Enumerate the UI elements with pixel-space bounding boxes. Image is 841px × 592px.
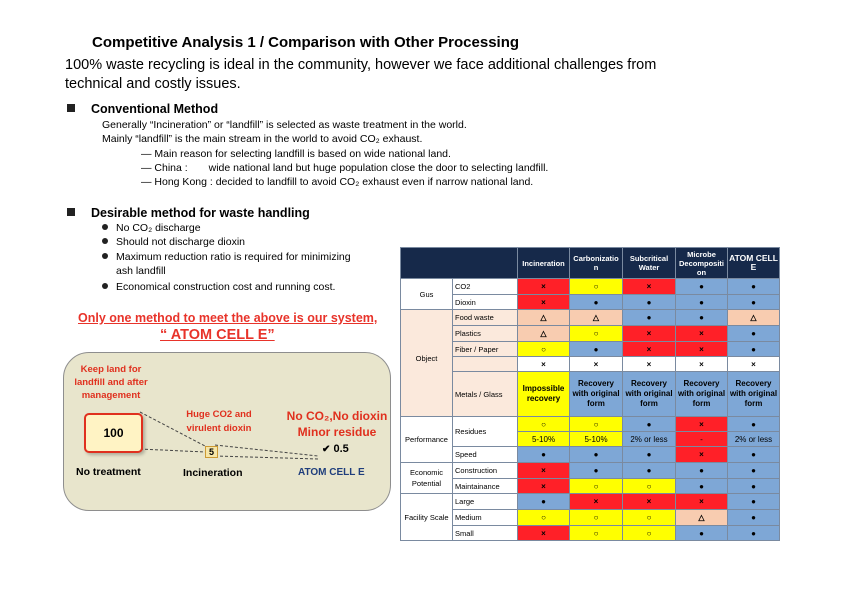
no-treatment-box: 100 xyxy=(84,413,143,453)
dot-bullet-icon xyxy=(102,224,108,230)
cell: ○ xyxy=(570,526,623,541)
cell: ● xyxy=(728,510,780,526)
comparison-table xyxy=(400,247,780,541)
cell: ● xyxy=(728,494,780,510)
cell: Recovery with original form xyxy=(728,372,780,417)
cell: ○ xyxy=(570,326,623,342)
cell: ○ xyxy=(570,479,623,494)
header-incineration: Incineration xyxy=(518,248,570,279)
cell: × xyxy=(623,279,676,295)
label-incineration: Incineration xyxy=(183,467,243,479)
table-row xyxy=(401,310,780,326)
cell: × xyxy=(623,326,676,342)
dot-bullet-icon xyxy=(102,253,108,259)
desirable-item-3-cont: ash landfill xyxy=(116,265,166,277)
group-object: Object xyxy=(401,310,453,417)
intro-text: 100% waste recycling is ideal in the community, however we face additional challenges from technical and costly issues. xyxy=(65,57,657,92)
desirable-heading-text: Desirable method for waste handling xyxy=(91,206,310,220)
row-label-blank xyxy=(453,357,518,372)
header-microbe: Microbe Decompositi on xyxy=(676,248,728,279)
cell: ○ xyxy=(518,417,570,432)
conventional-line-2: Mainly “landfill” is the main stream in the world to avoid CO₂ exhaust. xyxy=(102,133,423,145)
cell: ● xyxy=(623,447,676,463)
cell: Recovery with original form xyxy=(676,372,728,417)
cell: ○ xyxy=(623,526,676,541)
incineration-box: 5 xyxy=(205,446,218,458)
row-label-residues: Residues xyxy=(453,417,518,447)
cell: ● xyxy=(728,342,780,357)
row-label-small: Small xyxy=(453,526,518,541)
cell: ○ xyxy=(570,417,623,432)
cell: 2% or less xyxy=(728,432,780,447)
cell: ● xyxy=(676,279,728,295)
cell: ● xyxy=(676,310,728,326)
conventional-line-1: Generally “Incineration” or “landfill” is selected as waste treatment in the world. xyxy=(102,119,467,131)
cell: × xyxy=(623,494,676,510)
conventional-heading xyxy=(67,102,218,116)
row-label-medium: Medium xyxy=(453,510,518,526)
cell: ○ xyxy=(570,279,623,295)
cell: ● xyxy=(623,295,676,310)
cell: - xyxy=(676,432,728,447)
cell: ● xyxy=(728,479,780,494)
cell: ● xyxy=(676,479,728,494)
table-row xyxy=(401,510,780,526)
desirable-item-4: Economical construction cost and running cost. xyxy=(102,280,335,295)
dot-bullet-icon xyxy=(102,238,108,244)
cell: × xyxy=(518,357,570,372)
square-bullet-icon xyxy=(67,208,75,216)
check-arrow-icon: ✔ xyxy=(322,444,331,455)
table-row xyxy=(401,357,780,372)
china-label: — China : xyxy=(141,162,188,174)
cell: △ xyxy=(518,310,570,326)
cell: ● xyxy=(728,295,780,310)
row-label-speed: Speed xyxy=(453,447,518,463)
cell: ● xyxy=(570,295,623,310)
header-subcritical: Subcritical Water xyxy=(623,248,676,279)
cell: × xyxy=(518,279,570,295)
cell: × xyxy=(570,357,623,372)
cell: × xyxy=(676,417,728,432)
table-row xyxy=(401,447,780,463)
cell: ● xyxy=(676,463,728,479)
table-row xyxy=(401,295,780,310)
cell: ○ xyxy=(570,510,623,526)
cell: ○ xyxy=(518,510,570,526)
cell: △ xyxy=(570,310,623,326)
cell: × xyxy=(518,295,570,310)
cell: ● xyxy=(728,526,780,541)
huge-co2-text: Huge CO2 and virulent dioxin xyxy=(186,409,252,434)
row-label-construction: Construction xyxy=(453,463,518,479)
row-label-maintainance: Maintainance xyxy=(453,479,518,494)
group-economic: Economic Potential xyxy=(401,463,453,494)
only-method-line: Only one method to meet the above is our system, xyxy=(78,311,378,325)
dot-bullet-icon xyxy=(102,283,108,289)
conventional-bullet-3: — Hong Kong : decided to landfill to avoid CO₂ exhaust even if narrow national land. xyxy=(141,176,534,188)
header-carbonization: Carbonizatio n xyxy=(570,248,623,279)
cell: × xyxy=(676,494,728,510)
cell: △ xyxy=(728,310,780,326)
cell: ● xyxy=(518,494,570,510)
cell: × xyxy=(518,479,570,494)
row-label-food: Food waste xyxy=(453,310,518,326)
cell: ○ xyxy=(623,510,676,526)
cell: ● xyxy=(728,279,780,295)
no-co2-text: No CO₂,No dioxin Minor residue xyxy=(286,409,388,439)
cell: ● xyxy=(728,463,780,479)
cell: ● xyxy=(728,447,780,463)
table-row xyxy=(401,372,780,417)
cell: × xyxy=(676,342,728,357)
cell: △ xyxy=(518,326,570,342)
cell: Impossible recovery xyxy=(518,372,570,417)
table-row xyxy=(401,526,780,541)
cell: ● xyxy=(570,342,623,357)
cell: ● xyxy=(623,310,676,326)
cell: 5-10% xyxy=(570,432,623,447)
cell: × xyxy=(623,342,676,357)
label-atom-cell: ATOM CELL E xyxy=(298,467,365,478)
row-label-plastics: Plastics xyxy=(453,326,518,342)
cell: × xyxy=(570,494,623,510)
table-row xyxy=(401,326,780,342)
atom-cell-name: “ ATOM CELL E” xyxy=(160,327,275,343)
table-row xyxy=(401,494,780,510)
cell: × xyxy=(676,357,728,372)
cell: × xyxy=(676,326,728,342)
cell: ● xyxy=(728,417,780,432)
group-gus: Gus xyxy=(401,279,453,310)
square-bullet-icon xyxy=(67,104,75,112)
cell: Recovery with original form xyxy=(570,372,623,417)
cell: ○ xyxy=(518,342,570,357)
cell: × xyxy=(728,357,780,372)
cell: ● xyxy=(623,417,676,432)
desirable-heading xyxy=(67,206,310,220)
desirable-item-1: No CO₂ discharge xyxy=(102,221,201,236)
conventional-bullet-1: — Main reason for selecting landfill is based on wide national land. xyxy=(141,148,451,160)
keep-land-text: Keep land for landfill and after management xyxy=(74,364,148,401)
cell: ● xyxy=(676,526,728,541)
cell: ● xyxy=(728,326,780,342)
cell: 5-10% xyxy=(518,432,570,447)
cell: ● xyxy=(518,447,570,463)
cell: ● xyxy=(570,447,623,463)
atom-residue-value: ✔ 0.5 xyxy=(322,443,349,455)
table-row xyxy=(401,479,780,494)
desirable-item-2: Should not discharge dioxin xyxy=(102,235,245,250)
cell: △ xyxy=(676,510,728,526)
cell: ○ xyxy=(623,479,676,494)
cell: ● xyxy=(676,295,728,310)
conventional-bullet-2 xyxy=(141,161,548,176)
row-label-fiber: Fiber / Paper xyxy=(453,342,518,357)
cell: ● xyxy=(570,463,623,479)
label-no-treatment: No treatment xyxy=(76,466,141,478)
group-facility: Facility Scale xyxy=(401,494,453,541)
china-text: wide national land but huge population close the door to selecting landfill. xyxy=(208,162,549,174)
cell: Recovery with original form xyxy=(623,372,676,417)
row-label-large: Large xyxy=(453,494,518,510)
table-header-row xyxy=(401,248,780,279)
conventional-heading-text: Conventional Method xyxy=(91,102,219,116)
cell: × xyxy=(518,463,570,479)
desirable-item-3: Maximum reduction ratio is required for minimizing xyxy=(102,250,351,265)
table-row xyxy=(401,463,780,479)
table-row xyxy=(401,342,780,357)
page-title: Competitive Analysis 1 / Comparison with Other Processing xyxy=(92,34,520,51)
header-atom-cell: ATOM CELL E xyxy=(728,248,780,279)
group-performance: Performance xyxy=(401,417,453,463)
cell: × xyxy=(518,526,570,541)
row-label-dioxin: Dioxin xyxy=(453,295,518,310)
table-row xyxy=(401,417,780,432)
cell: ● xyxy=(623,463,676,479)
cell: × xyxy=(676,447,728,463)
header-blank xyxy=(401,248,518,279)
row-label-co2: CO2 xyxy=(453,279,518,295)
row-label-metals: Metals / Glass xyxy=(453,372,518,417)
cell: 2% or less xyxy=(623,432,676,447)
table-row xyxy=(401,279,780,295)
cell: × xyxy=(623,357,676,372)
